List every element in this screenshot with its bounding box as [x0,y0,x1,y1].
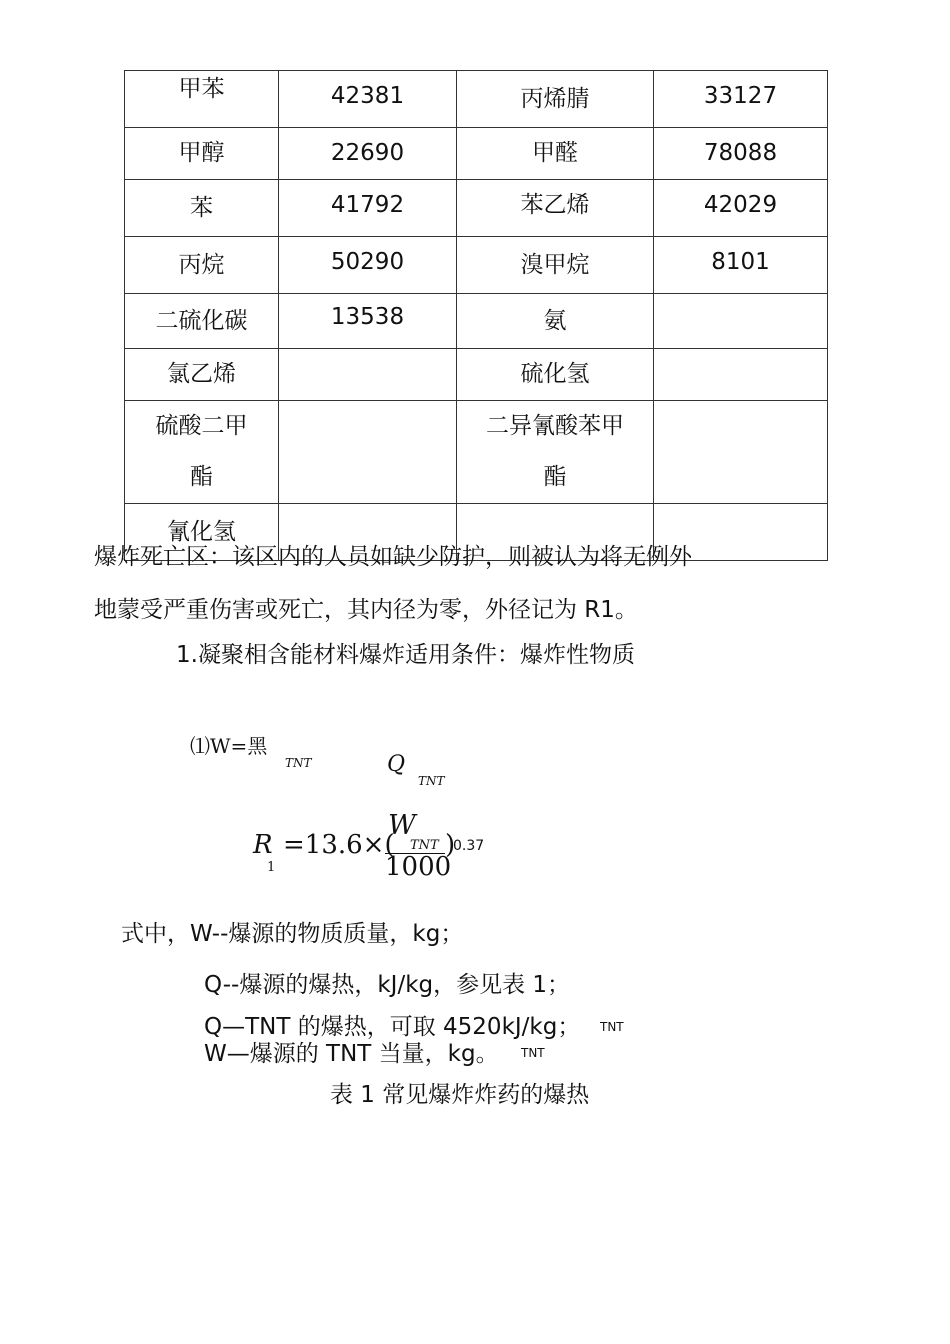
formula-2-denominator: 1000 [385,852,452,882]
formula-1-prefix: ⑴W=黑 [190,734,268,758]
table-cell: 苯乙烯 [457,180,654,237]
where-q-tnt: Q—TNT 的爆热，可取 4520kJ/kg； [204,1014,581,1040]
table-cell [654,349,828,401]
table-cell: 苯 [125,180,279,237]
table-row [125,401,828,504]
formula-1-tnt-subscript: TNT [285,756,312,770]
table-cell: 氰化氢 [125,504,279,561]
table-cell [654,294,828,349]
table-cell: 二异氰酸苯甲 酯 [457,401,654,504]
table-cell: 41792 [279,180,457,237]
death-zone-line-2: 地蒙受严重伤害或死亡，其内径为零，外径记为 R1。 [94,597,638,623]
table-cell: 二硫化碳 [125,294,279,349]
table-cell: 78088 [654,128,828,180]
table-cell [654,401,828,504]
table-cell: 丙烷 [125,237,279,294]
table-cell: 22690 [279,128,457,180]
where-w-tnt-subscript: TNT [521,1046,545,1060]
table-cell: 硫化氢 [457,349,654,401]
formula-2-equation: =13.6×( [283,830,395,860]
formula-2-numerator-subscript: TNT [410,838,439,853]
table-cell: 甲醛 [457,128,654,180]
formula-2-close-paren: ) [445,830,456,860]
table-row [125,128,828,180]
table-cell: 氨 [457,294,654,349]
applicable-condition: 1.凝聚相含能材料爆炸适用条件：爆炸性物质 [176,642,635,668]
table-cell: 13538 [279,294,457,349]
table-cell: 42381 [279,71,457,128]
table-cell: 丙烯腈 [457,71,654,128]
table-row [125,71,828,128]
table-row [125,294,828,349]
table-row [125,349,828,401]
formula-2-r-subscript: 1 [267,860,276,875]
where-q-tnt-subscript: TNT [600,1020,624,1034]
formula-1-q-subscript: TNT [418,774,445,788]
table-cell: 8101 [654,237,828,294]
formula-1-q: Q [387,752,406,777]
table-caption: 表 1 常见爆炸炸药的爆热 [330,1082,590,1108]
explosion-heat-table [124,70,828,561]
table-cell [279,349,457,401]
table-cell: 50290 [279,237,457,294]
table-cell: 氯乙烯 [125,349,279,401]
table-cell: 溴甲烷 [457,237,654,294]
table-cell [279,401,457,504]
formula-2-exponent: 0.37 [453,838,485,854]
table-cell: 42029 [654,180,828,237]
formula-2-numerator: W [388,810,416,841]
where-w: 式中，W--爆源的物质质量，kg； [121,921,464,947]
where-q: Q--爆源的爆热，kJ/kg，参见表 1； [204,972,571,998]
table-cell: 甲醇 [125,128,279,180]
table-row [125,237,828,294]
table-cell: 33127 [654,71,828,128]
table-cell: 甲苯 [125,71,279,128]
formula-2-r: R [253,830,273,860]
death-zone-line-1: 爆炸死亡区：该区内的人员如缺少防护，则被认为将无例外 [94,544,692,570]
table-cell: 硫酸二甲 酯 [125,401,279,504]
where-w-tnt: W—爆源的 TNT 当量，kg。 [204,1041,499,1067]
table-row [125,180,828,237]
